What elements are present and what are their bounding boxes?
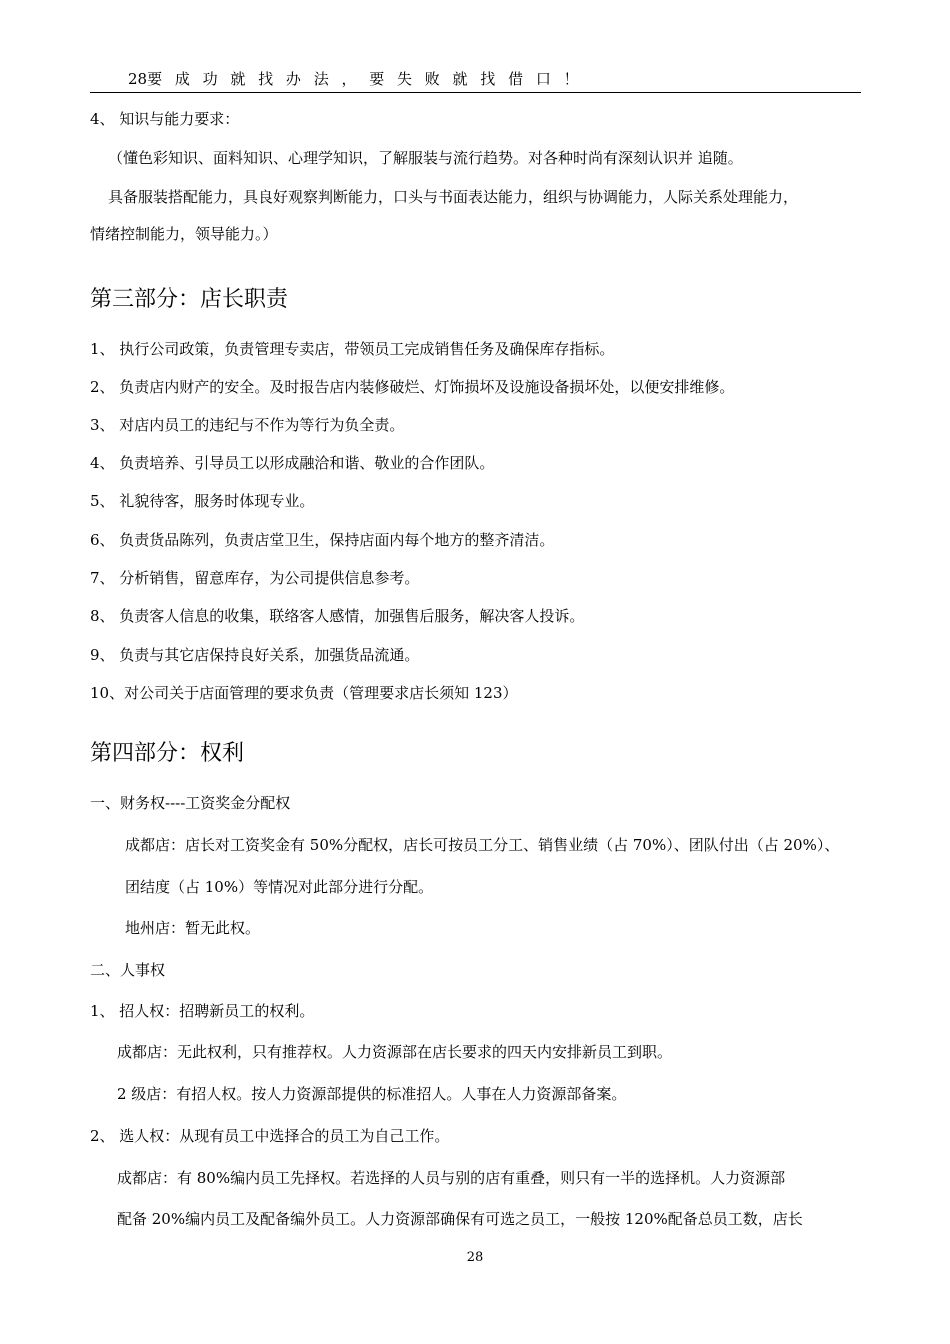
finance-right-title: 一、财务权----工资奖金分配权 (90, 794, 291, 812)
finance-chengdu-line-2: 团结度（占 10%）等情况对此部分进行分配。 (125, 878, 434, 896)
recruit-level2: 2 级店：有招人权。按人力资源部提供的标准招人。人事在人力资源部备案。 (117, 1085, 627, 1103)
duty-item: 7、 分析销售，留意库存，为公司提供信息参考。 (90, 569, 420, 587)
page-number: 28 (466, 1250, 484, 1265)
select-chengdu-line-1: 成都店：有 80%编内员工先择权。若选择的人员与别的店有重叠，则只有一半的选择机。人力资源部 (117, 1169, 786, 1187)
duty-item: 6、 负责货品陈列，负责店堂卫生，保持店面内每个地方的整齐清洁。 (90, 531, 555, 549)
duty-item: 2、 负责店内财产的安全。及时报告店内装修破烂、灯饰损坏及设施设备损坏处，以便安排维修。 (90, 378, 735, 396)
duty-item: 9、 负责与其它店保持良好关系，加强货品流通。 (90, 646, 420, 664)
hr-right-title: 二、人事权 (90, 961, 166, 979)
knowledge-line-1: （懂色彩知识、面料知识、心理学知识，了解服装与流行趋势。对各种时尚有深刻认识并 追随。 (108, 149, 743, 167)
select-chengdu-line-2: 配备 20%编内员工及配备编外员工。人力资源部确保有可选之员工，一般按 120%配备总员工数，店长 (117, 1210, 803, 1228)
knowledge-title: 4、 知识与能力要求： (90, 110, 240, 128)
duty-item: 4、 负责培养、引导员工以形成融洽和谐、敬业的合作团队。 (90, 454, 495, 472)
duty-item: 10、对公司关于店面管理的要求负责（管理要求店长须知 123） (90, 684, 518, 702)
duty-item: 1、 执行公司政策，负责管理专卖店，带领员工完成销售任务及确保库存指标。 (90, 340, 615, 358)
part3-heading: 第三部分：店长职责 (90, 287, 289, 312)
recruit-right-title: 1、 招人权：招聘新员工的权利。 (90, 1002, 315, 1020)
knowledge-line-2: 具备服装搭配能力，具良好观察判断能力，口头与书面表达能力，组织与协调能力，人际关系处理能力， (108, 188, 799, 206)
select-right-title: 2、 选人权：从现有员工中选择合的员工为自己工作。 (90, 1127, 450, 1145)
finance-prefecture: 地州店：暂无此权。 (125, 919, 261, 937)
header-page-ref: 28 (128, 70, 148, 88)
duty-item: 8、 负责客人信息的收集，联络客人感情，加强售后服务，解决客人投诉。 (90, 607, 585, 625)
knowledge-line-3: 情绪控制能力，领导能力。） (90, 225, 278, 243)
page-header (128, 68, 583, 89)
header-slogan: 要 成 功 就 找 办 法 ， 要 失 败 就 找 借 口 ！ (147, 70, 583, 88)
recruit-chengdu: 成都店：无此权利，只有推荐权。人力资源部在店长要求的四天内安排新员工到职。 (117, 1043, 673, 1061)
finance-chengdu-line-1: 成都店：店长对工资奖金有 50%分配权，店长可按员工分工、销售业绩（占 70%）、团队付出（占 20%）、 (125, 836, 840, 854)
header-divider (90, 92, 861, 93)
part4-heading: 第四部分：权利 (90, 741, 245, 766)
duty-item: 3、 对店内员工的违纪与不作为等行为负全责。 (90, 416, 405, 434)
duty-item: 5、 礼貌待客，服务时体现专业。 (90, 492, 315, 510)
